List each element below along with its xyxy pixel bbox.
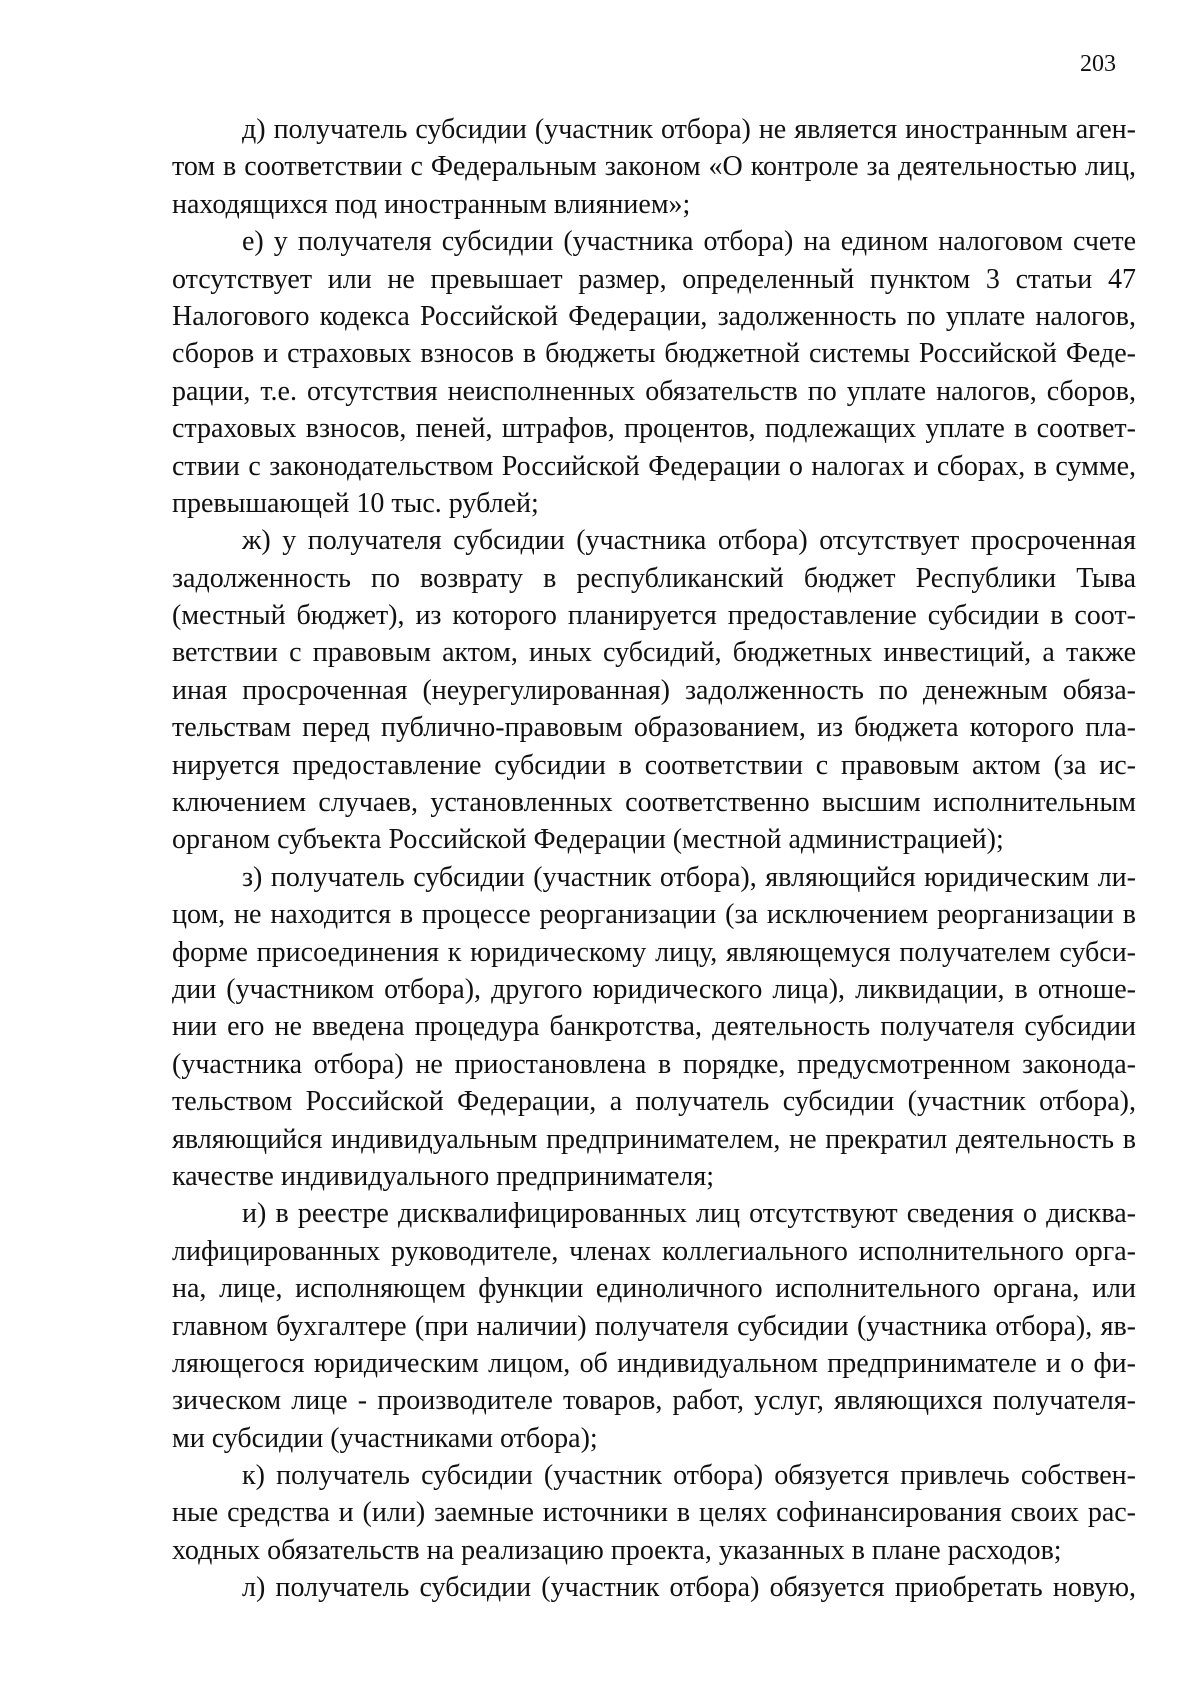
document-body — [172, 111, 1136, 1607]
text-line: лифицированных руководителе, членах коллегиального исполнительного орга- — [172, 1235, 1136, 1267]
text-line: з) получатель субсидии (участник отбора), являющийся юридическим ли- — [242, 861, 1136, 893]
text-line: находящихся под иностранным влиянием»; — [172, 188, 691, 220]
text-line: главном бухгалтере (при наличии) получателя субсидии (участника отбора), яв- — [172, 1310, 1136, 1342]
text-line: отсутствует или не превышает размер, определенный пунктом 3 статьи 47 — [172, 263, 1136, 295]
text-line: сборов и страховых взносов в бюджеты бюджетной системы Российской Феде- — [172, 338, 1136, 370]
text-line: и) в реестре дисквалифицированных лиц отсутствуют сведения о дисква- — [242, 1198, 1136, 1230]
text-line: зическом лице - производителе товаров, работ, услуг, являющихся получателя- — [172, 1385, 1136, 1417]
page-number: 203 — [1080, 51, 1116, 77]
text-line: тельством Российской Федерации, а получатель субсидии (участник отбора), — [172, 1086, 1136, 1118]
text-line: Налогового кодекса Российской Федерации, задолженность по уплате налогов, — [172, 300, 1136, 332]
paragraph-l — [172, 1569, 1136, 1606]
text-line: на, лице, исполняющем функции единоличного исполнительного органа, или — [172, 1273, 1136, 1305]
text-line: цом, не находится в процессе реорганизации (за исключением реорганизации в — [172, 899, 1136, 931]
paragraph-zh — [172, 522, 1136, 859]
text-line: иная просроченная (неурегулированная) задолженность по денежным обяза- — [172, 674, 1136, 706]
text-line: д) получатель субсидии (участник отбора) не является иностранным аген- — [242, 114, 1136, 145]
paragraph-d — [172, 111, 1136, 223]
text-line: (местный бюджет), из которого планируется предоставление субсидии в соот- — [172, 600, 1136, 632]
text-line: ветствии с правовым актом, иных субсидий, бюджетных инвестиций, а также — [172, 637, 1136, 669]
text-line: к) получатель субсидии (участник отбора) обязуется привлечь собствен- — [242, 1460, 1136, 1492]
text-line: (участника отбора) не приостановлена в порядке, предусмотренном законода- — [172, 1048, 1136, 1080]
text-line: дии (участником отбора), другого юридического лица), ликвидации, в отноше- — [172, 973, 1136, 1005]
text-line: страховых взносов, пеней, штрафов, процентов, подлежащих уплате в соответ- — [172, 413, 1136, 445]
text-line: ляющегося юридическим лицом, об индивидуальном предпринимателе и о фи- — [172, 1347, 1136, 1379]
text-line: ствии с законодательством Российской Федерации о налогах и сборах, в сумме, — [172, 450, 1136, 482]
text-line: ные средства и (или) заемные источники в целях софинансирования своих рас- — [172, 1497, 1136, 1529]
text-line: л) получатель субсидии (участник отбора) обязуется приобретать новую, — [242, 1572, 1136, 1604]
text-line: превышающей 10 тыс. рублей; — [172, 487, 539, 519]
paragraph-i — [172, 1195, 1136, 1457]
text-line: являющийся индивидуальным предпринимателем, не прекратил деятельность в — [172, 1123, 1136, 1155]
text-line: задолженность по возврату в республиканский бюджет Республики Тыва — [172, 562, 1136, 594]
text-line: ходных обязательств на реализацию проекта, указанных в плане расходов; — [172, 1534, 1062, 1566]
text-line: нии его не введена процедура банкротства, деятельность получателя субсидии — [172, 1011, 1136, 1043]
text-line: рации, т.е. отсутствия неисполненных обязательств по уплате налогов, сборов, — [172, 375, 1136, 407]
text-line: ключением случаев, установленных соответственно высшим исполнительным — [172, 787, 1136, 819]
paragraph-e — [172, 223, 1136, 522]
text-line: том в соответствии с Федеральным законом «О контроле за деятельностью лиц, — [172, 151, 1136, 183]
text-line: нируется предоставление субсидии в соответствии с правовым актом (за ис- — [172, 749, 1136, 781]
paragraph-z — [172, 859, 1136, 1196]
text-line: ж) у получателя субсидии (участника отбора) отсутствует просроченная — [242, 525, 1136, 557]
text-line: органом субъекта Российской Федерации (местной администрацией); — [172, 824, 1004, 856]
text-line: форме присоединения к юридическому лицу, являющемуся получателем субси- — [172, 936, 1136, 968]
text-line: ми субсидии (участниками отбора); — [172, 1422, 598, 1454]
text-line: качестве индивидуального предпринимателя; — [172, 1160, 715, 1192]
text-line: тельствам перед публично-правовым образованием, из бюджета которого пла- — [172, 712, 1136, 744]
text-line: е) у получателя субсидии (участника отбора) на едином налоговом счете — [242, 226, 1136, 258]
paragraph-k — [172, 1457, 1136, 1569]
